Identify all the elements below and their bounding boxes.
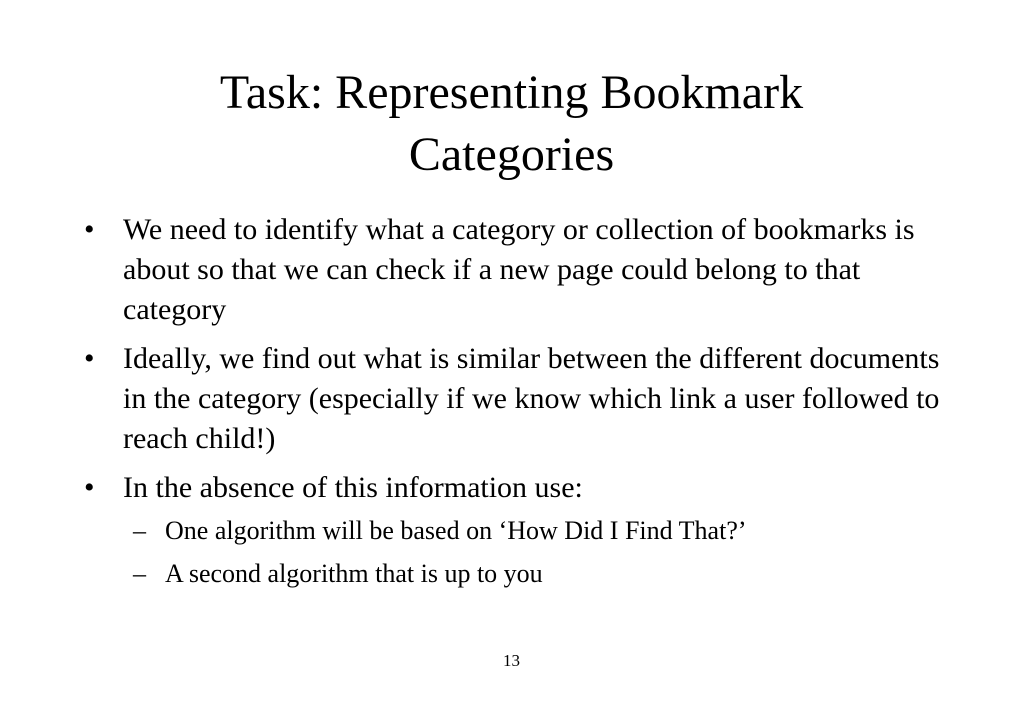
bullet-text: We need to identify what a category or collection of bookmarks is about so that we can check if a new page could belong to that category	[123, 213, 915, 326]
bullet-dot-icon: •	[84, 213, 95, 246]
bullet-item	[84, 210, 964, 330]
bullet-list	[84, 210, 964, 600]
page-number: 13	[503, 651, 520, 670]
sub-bullet-list	[133, 514, 964, 591]
dash-icon: –	[133, 559, 146, 588]
bullet-item	[84, 468, 964, 591]
sub-bullet-item	[133, 514, 964, 548]
slide-title-line-2: Categories	[408, 128, 615, 181]
sub-bullet-text: One algorithm will be based on ‘How Did I Find That?’	[165, 516, 747, 545]
dash-icon: –	[133, 516, 146, 545]
sub-bullet-item	[133, 557, 964, 591]
sub-bullet-text: A second algorithm that is up to you	[165, 559, 543, 588]
bullet-dot-icon: •	[84, 342, 95, 375]
bullet-dot-icon: •	[84, 471, 95, 504]
bullet-text: Ideally, we find out what is similar between the different documents in the category (especially if we know which link a user followed to reach child!)	[123, 342, 940, 455]
bullet-text: In the absence of this information use:	[123, 471, 583, 504]
slide-title	[60, 62, 963, 186]
slide-title-line-1: Task: Representing Bookmark	[219, 66, 804, 119]
bullet-item	[84, 339, 964, 459]
